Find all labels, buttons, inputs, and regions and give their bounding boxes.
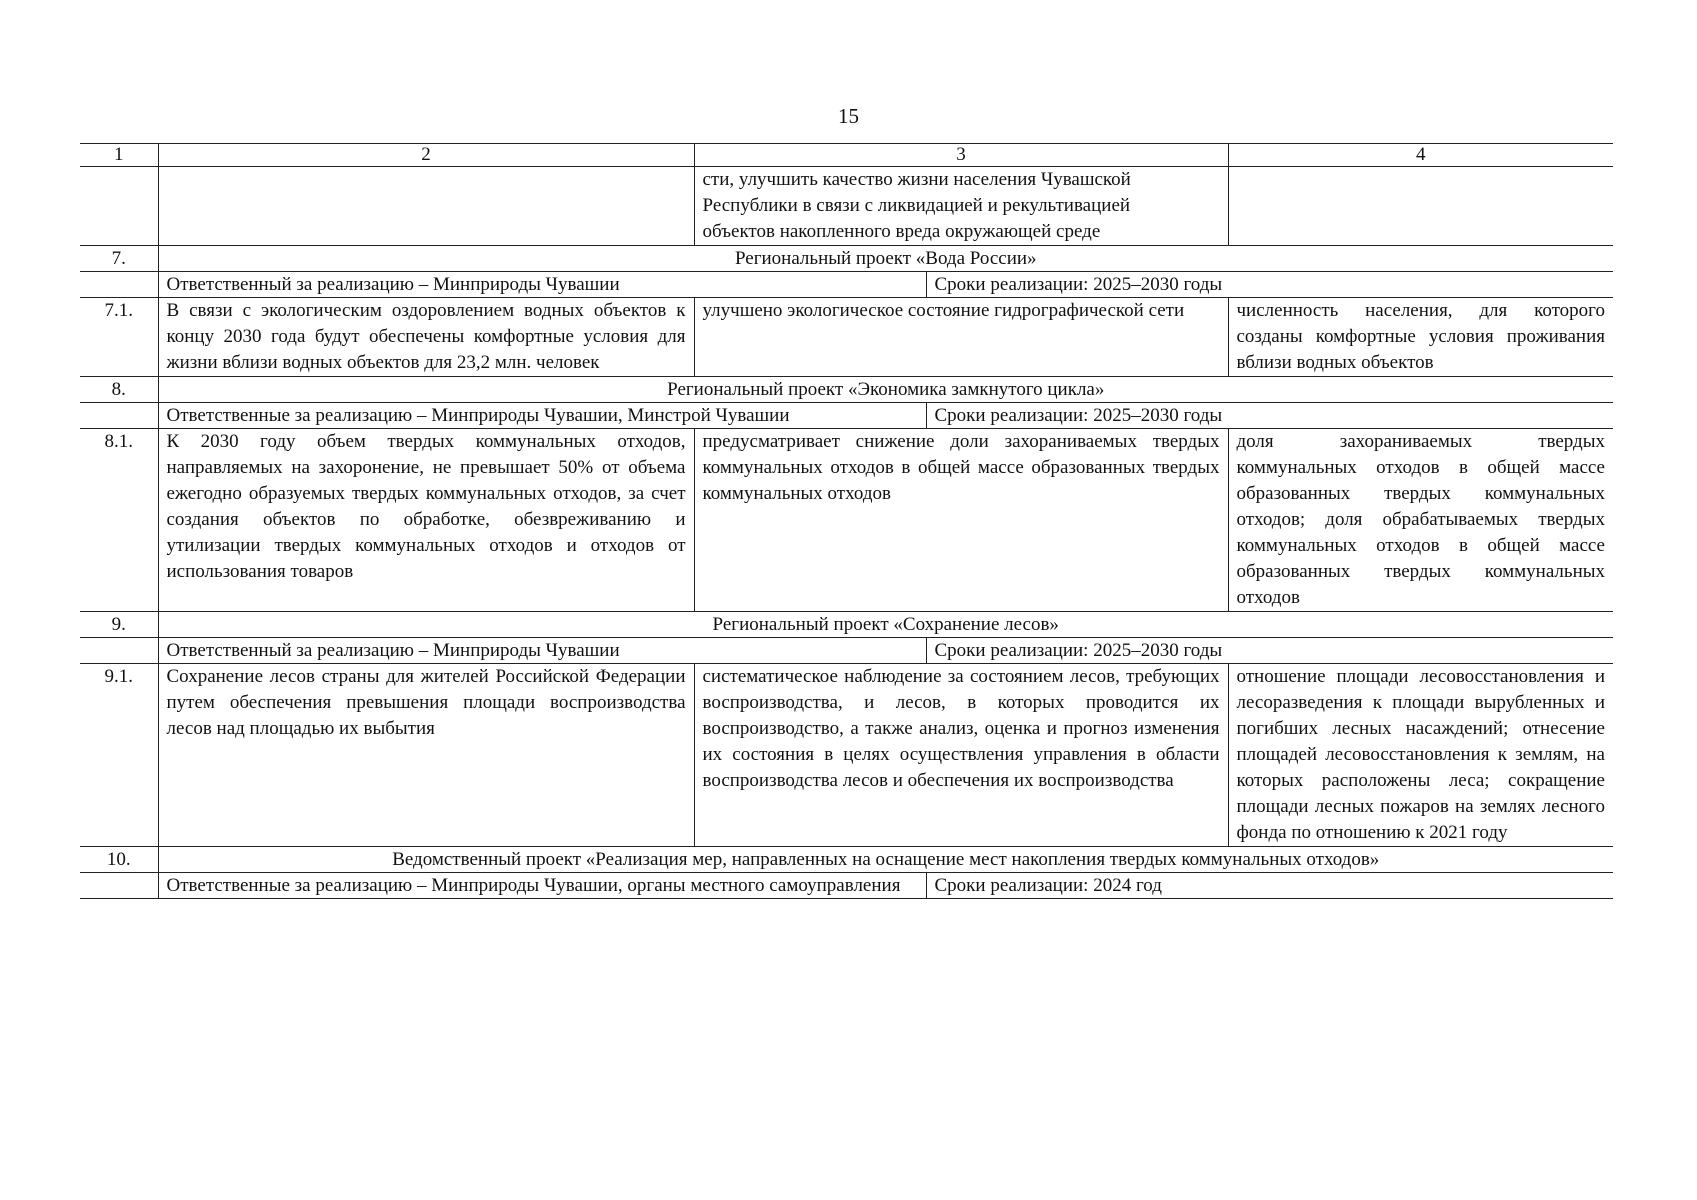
projects-table — [80, 143, 1613, 899]
section-number: 9. — [80, 612, 158, 638]
section-responsible-row — [80, 638, 1613, 664]
row-number: 7.1. — [80, 298, 158, 377]
terms-text: Сроки реализации: 2024 год — [926, 873, 1613, 899]
goal-cell: К 2030 году объем твердых коммунальных отходов, направляемых на захоронение, не превышает 50% от объема ежегодно образуемых твердых коммунальных отходов, за счет создания объектов по обработке, обезвреживанию и утилизации твердых коммунальных отходов и отходов от использования товаров — [158, 429, 694, 612]
row-number: 8.1. — [80, 429, 158, 612]
result-cell: улучшено экологическое состояние гидрографической сети — [694, 298, 1228, 377]
responsible-text: Ответственные за реализацию – Минприроды Чувашии, Минстрой Чувашии — [158, 403, 926, 429]
responsible-text: Ответственные за реализацию – Минприроды Чувашии, органы местного самоуправления — [158, 873, 926, 899]
section-responsible-row — [80, 272, 1613, 298]
goal-cell: Сохранение лесов страны для жителей Российской Федерации путем обеспечения превышения площади воспроизводства лесов над площадью их выбытия — [158, 664, 694, 847]
row-number: 9.1. — [80, 664, 158, 847]
table-header-row — [80, 144, 1613, 167]
goal-cell: В связи с экологическим оздоровлением водных объектов к концу 2030 года будут обеспечены комфортные условия для жизни вблизи водных объектов для 23,2 млн. человек — [158, 298, 694, 377]
continuation-text: сти, улучшить качество жизни населения Чувашской Республики в связи с ликвидацией и рекультивацией объектов накопленного вреда окружающей среде — [694, 167, 1228, 246]
section-responsible-row — [80, 873, 1613, 899]
result-cell: предусматривает снижение доли захораниваемых твердых коммунальных отходов в общей массе образованных твердых коммунальных отходов — [694, 429, 1228, 612]
section-number: 8. — [80, 377, 158, 403]
section-responsible-row — [80, 403, 1613, 429]
section-title: Региональный проект «Экономика замкнутого цикла» — [158, 377, 1613, 403]
indicators-cell: отношение площади лесовосстановления и лесоразведения к площади вырубленных и погибших лесных насаждений; отнесение площадей лесовосстановления к землям, на которых расположены леса; сокращение площади лесных пожаров на землях лесного фонда по отношению к 2021 году — [1228, 664, 1613, 847]
table-row — [80, 664, 1613, 847]
section-title: Региональный проект «Вода России» — [158, 246, 1613, 272]
section-number: 7. — [80, 246, 158, 272]
header-col-1: 1 — [80, 144, 158, 167]
section-title-row — [80, 847, 1613, 873]
continuation-row — [80, 167, 1613, 246]
header-col-3: 3 — [694, 144, 1228, 167]
terms-text: Сроки реализации: 2025–2030 годы — [926, 403, 1613, 429]
indicators-cell: доля захораниваемых твердых коммунальных отходов в общей массе образованных твердых коммунальных отходов; доля обрабатываемых твердых коммунальных отходов в общей массе образованных твердых коммунальных отходов — [1228, 429, 1613, 612]
table-row — [80, 298, 1613, 377]
table-row — [80, 429, 1613, 612]
indicators-cell: численность населения, для которого созданы комфортные условия проживания вблизи водных объектов — [1228, 298, 1613, 377]
terms-text: Сроки реализации: 2025–2030 годы — [926, 638, 1613, 664]
section-title-row — [80, 246, 1613, 272]
responsible-text: Ответственный за реализацию – Минприроды Чувашии — [158, 272, 926, 298]
section-title-row — [80, 377, 1613, 403]
section-title: Ведомственный проект «Реализация мер, направленных на оснащение мест накопления твердых коммунальных отходов» — [158, 847, 1613, 873]
result-cell: систематическое наблюдение за состоянием лесов, требующих воспроизводства, и лесов, в которых проводится их воспроизводство, а также анализ, оценка и прогноз изменения их состояния в целях осуществления управления в области воспроизводства лесов и обеспечения их воспроизводства — [694, 664, 1228, 847]
section-number: 10. — [80, 847, 158, 873]
header-col-2: 2 — [158, 144, 694, 167]
page-number: 15 — [838, 104, 859, 128]
terms-text: Сроки реализации: 2025–2030 годы — [926, 272, 1613, 298]
section-title-row — [80, 612, 1613, 638]
section-title: Региональный проект «Сохранение лесов» — [158, 612, 1613, 638]
header-col-4: 4 — [1228, 144, 1613, 167]
responsible-text: Ответственный за реализацию – Минприроды Чувашии — [158, 638, 926, 664]
